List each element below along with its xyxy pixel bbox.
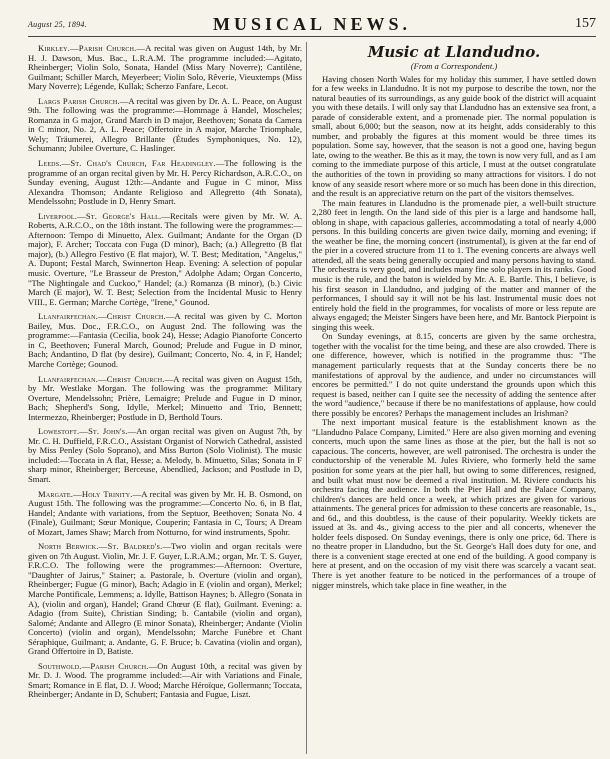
- recital-entry: [28, 212, 302, 307]
- recital-body: —A recital was given by Dr. A. L. Peace, on August 9th. The following was the programme:—Hommage à Handel, Moscheles; Romanza in G major, Grand March in D major, Beethoven; Sonata da Camera in C minor, No. 2, A. L. Peace; Offertoire in A major, Marche Triomphale, Wely; Träumerei, Allegro Brillante (Études Symphoniques, No. 12), Schumann; Jubilee Overture, C. Haslinger.: [28, 95, 303, 154]
- recital-entry: [28, 427, 302, 484]
- recital-body: —Recitals were given by Mr. W. A. Roberts, A.R.C.O., on the 18th instant. The following were the programmes:—Afternoon: Tempo di Minuetto, Alex. Guilmant; Andante for the Organ (D major), F. Archer; Toccata con Fuga (D minor), Bach; (a.) Allegretto (B flat major), (b.) Allegro Festivo (E flat major), W. T. Best; Meditation, "Angelus," A. Dupont; Festal March, Swinnerton Heap. Evening: A selection of popular music. Overture, "Le Brasseur de Preston," Adolphe Adam; Organ Concerto, "The Nightingale and Cuckoo," Handel; (a.) Romanza (B minor), (b.) Civic March (E major), W. T. Best; Selection from the Incidental Music to Henry VIII., E. German; Marche Cortège, "Irene," Gounod.: [28, 210, 302, 307]
- recital-heading: Liverpool.—St. George's Hall.: [38, 210, 162, 221]
- article-column: [312, 44, 596, 590]
- recital-heading: Southwold.—Parish Church.: [38, 660, 149, 671]
- recital-entry: [28, 44, 302, 92]
- article-paragraph: On Sunday evenings, at 8.15, concerts are given by the same orchestra, together with the vocalist for the time being, and these are also crowded. There is one difference, however, which is notified in the programme thus: "The management particularly requests that at the Sunday concerts there be no manifestations of approval by the audience, and under no circumstances will encores be permitted." I do not quite understand the grounds upon which this request is based, neither can I quite see the necessity of adding the sentence after the word "audience," because if there be no manifestations of applause, how could there possibly be encores? Perhaps the management includes an Irishman?: [312, 331, 596, 418]
- recital-heading: Llanfairfechan.—Christ Church.: [38, 311, 166, 322]
- recital-heading: Llanfairfechan.—Christ Church.: [38, 373, 165, 384]
- recital-entry: [28, 375, 302, 423]
- header-date: August 25, 1894.: [28, 20, 88, 29]
- article-body: [312, 75, 596, 591]
- recitals-column: [28, 44, 302, 705]
- recital-heading: Leeds.—St. Chad's Church, Far Headingley.: [38, 158, 216, 169]
- recital-body: —On August 10th, a recital was given by Mr. D. J. Wood. The programme included:—Air with Variations and Finale, Smart; Romance in E flat, D. J. Wood; Marche Héroïque, Gollermann; Toccata, Rheinberger; Andante in D, Schubert; Fantasia and Fugue, Liszt.: [28, 660, 302, 700]
- recital-body: —A recital was given on August 14th, by Mr. H. J. Dawson, Mus. Bac., L.R.A.M. The programme included:—Agitato, Rheinberger; Violin Solo, Sonata, Handel (Miss Mary Noverre); Cantilène, Guilmant; Schiller March, Meyerbeer; Violin Solo, Rêverie, Vieuxtemps (Miss Mary Noverre); Légende, Kullak; Scherzo Fanfare, Lecot.: [28, 43, 302, 92]
- recital-body: —An organ recital was given on August 7th, by Mr. C. H. Duffield, F.R.C.O., Assistant Organist of Norwich Cathedral, assisted by Miss Penley (Solo Soprano), and Miss Burton (Solo Violinist). The music included:—Toccata in A flat, Hesse; a. Melody, b. Minuetto, Silas; Sonata in F sharp minor, Rheinberger; Berceuse, Abendlied, Jackson; and Postlude in D, Smart.: [28, 426, 302, 484]
- recital-entry: [28, 97, 302, 154]
- recital-heading: North Berwick.—St. Baldred's.: [38, 541, 163, 552]
- article-paragraph: The main features in Llandudno is the promenade pier, a well-built structure 2,280 feet in length. On the land side of this pier is a large and handsome hall, oblong in shape, with capacious galleries, accommodating a total of nearly 4,000 persons. In this building concerts are given twice daily, morning and evening; if the weather be fine, the morning concert (instrumental), is given at the far end of the pier in a covered structure from 11 to 1. The evening concerts are always well attended, all the seats being generally occupied and many persons having to stand. The orchestra is very good, and includes many fine solo players in its ranks. Good music is the rule, and the baton is wielded by Mr. A. E. Bartle. This, I believe, is his first season in Llandudno, and judging of the matter and manner of the performances, I should say it will not be his last. Instrumental music does not entirely hold the field in the programmes, for vocalists of more or less repute are always engaged; the Meister Singers have been here, and Mr. Bantock Pierpoint is singing this week.: [312, 197, 596, 332]
- recital-body: —Two violin and organ recitals were given on 7th August. Violin, Mr. J. F. Guyer, L.R.A.M.; organ, Mr. T. S. Guyer, F.R.C.O. The following were the programmes:—Afternoon: Overture, "Daughter of Jairus," Stainer; a. Pastorale, b. Overture (violin and organ), Rheinberger; Fugue (G minor), Bach; Adagio in E (violin and organ), Merkel; Marche Pontificale, Lemmens; a. Idylle, Battison Haynes; b. Allegro (Sonata in A), (violin and organ), Handel; Grand Chœur (E flat), Guilmant. Evening: a. Adagio (from Suite), Christian Sinding; b. Cantabile (violin and organ), Salomé; Andante and Allegro (E minor Sonata), Rheinberger; Andante (Violin Concerto) (violin and organ), Mendelssohn; Marche Funèbre et Chant Séraphique, Guilmant; a. Andante, G. F. Bruce; b. Cavatina (violin and organ), Grand Offertoire in D, Batiste.: [28, 541, 302, 657]
- page-number: 157: [575, 16, 596, 31]
- header-title: MUSICAL NEWS.: [212, 14, 412, 34]
- recital-entry: [28, 312, 302, 369]
- recital-entry: [28, 490, 302, 538]
- article-title: Music at Llandudno.: [367, 43, 541, 61]
- article-paragraph: Having chosen North Wales for my holiday this summer, I have settled down for a few weeks in Llandudno. It is not my purpose to describe the town, nor the natural beauties of its surroundings, as any guide book of the district will acquaint you with these details. I will only say that Llandudno has an extensive sea front, a parade of considerable extent, and a promenade pier. The normal population is small, about 6,000; but the season, now at its height, adds considerably to this number, and probably the figures at this moment would be three times its population. Some say, however, that the season is not a good one, having begun late, owing to the weather. Be this as it may, the town is now very full, and as I am coming to the immediate purpose of this article, I must at the outset congratulate the authorities of the town in providing so many attractions for visitors. I do not know of any seaside resort where more or so much has been done in this direction, and the result is an appreciative return on the part of the visitors themselves.: [312, 73, 596, 199]
- recital-heading: Margate.—Holy Trinity.: [38, 488, 133, 499]
- article-paragraph: The next important musical feature is the establishment known as the "Llandudno Palace Company, Limited." Here are also given morning and evening concerts, much upon the same lines as those at the pier, but the hall is not so capacious. The concerts, however, are well patronised. The orchestra is under the conductorship of the venerable M. Jules Riviere, who formerly held the same position for some years at the pier hall, but owing to some differences, resigned, and built what must now be deemed a rival institution. M. Riviere conducts his orchestra facing the audience. In both the Pier Hall and the Palace Company, children's dances are held once a week, at which prizes are given for various attainments. The general prices for admission to these concerts are reasonable, 1s., and 6d., and this doubtless, is the cause of their popularity. Weekly tickets are issued at 3s. and 4s., giving access to the pier and all concerts, whenever the holder feels disposed. On Sunday evenings, there is only one price, 6d. There is no theatre proper in Llandudno, but the St. George's Hall does duty for one, and there is a convenient stage erected at one end of the building. A good company is here at present, and on the occasion of my visit there was scarcely a vacant seat. There is yet another feature to be noticed in the performances of a troupe of nigger minstrels, which take place in fine weather, in the: [312, 417, 596, 590]
- page-header: [28, 14, 596, 38]
- recital-heading: Largs Parish Church.: [38, 95, 120, 106]
- recital-entry: [28, 542, 302, 657]
- recital-body: —A recital was given on August 15th, by Mr. Westlake Morgan. The following was the programme: Military Overture, Mendelssohn; Prière, Lemaigre; Prelude and Fugue in D minor, Bach; Shepherd's Song, Idylle, Merkel; Minuetto and Trio, Bennett; Intermezzo, Rheinberger; Postlude in D, Berthold Tours.: [28, 373, 302, 422]
- article-subtitle: (From a Correspondent.): [410, 61, 498, 71]
- column-divider: [306, 42, 307, 754]
- recital-entry: [28, 159, 302, 207]
- recital-body: —A recital was given by Mr. H. B. Osmond, on August 15th. The following was the programme:—Concerto No. 6, in B flat, Handel; Andante with variations, from the Septuor, Beethoven; Sonata No. 4 (Finale), Guilmant; Sœur Monique, Couperin; Fantasia in C, Tours; A Dream of Mozart, James Shaw; March from Notturno, for wind instruments, Spohr.: [28, 488, 302, 537]
- recital-heading: Lowestoft.—St. John's.: [38, 426, 128, 437]
- recital-heading: Kirkley.—Parish Church.: [38, 43, 137, 53]
- recital-body: —The following is the programme of an organ recital given by Mr. H. Percy Richardson, A.R.C.O., on Sunday evening, August 12th:—Andante and Fugue in C minor, Miss Alexandra Thomson; Andante Religioso and Allegretto (4th Sonata), Mendelssohn; Postlude in D, Henry Smart.: [28, 158, 302, 207]
- recital-body: —A recital was given by C. Morton Bailey, Mus. Doc., F.R.C.O., on August 2nd. The following was the programme:—Fantasia (Cecilia, book 24), Hesse; Adagio Pianoforte Concerto in C, Beethoven; Funeral March, Gounod; Prelude and Fugue in D minor, Bach; Andantino, D flat (by desire), Guilmant; Concerto, No. 4, in F, Handel; Marche Cortège; Gounod.: [28, 311, 302, 369]
- header-rule: [28, 36, 596, 37]
- recital-entry: [28, 662, 302, 700]
